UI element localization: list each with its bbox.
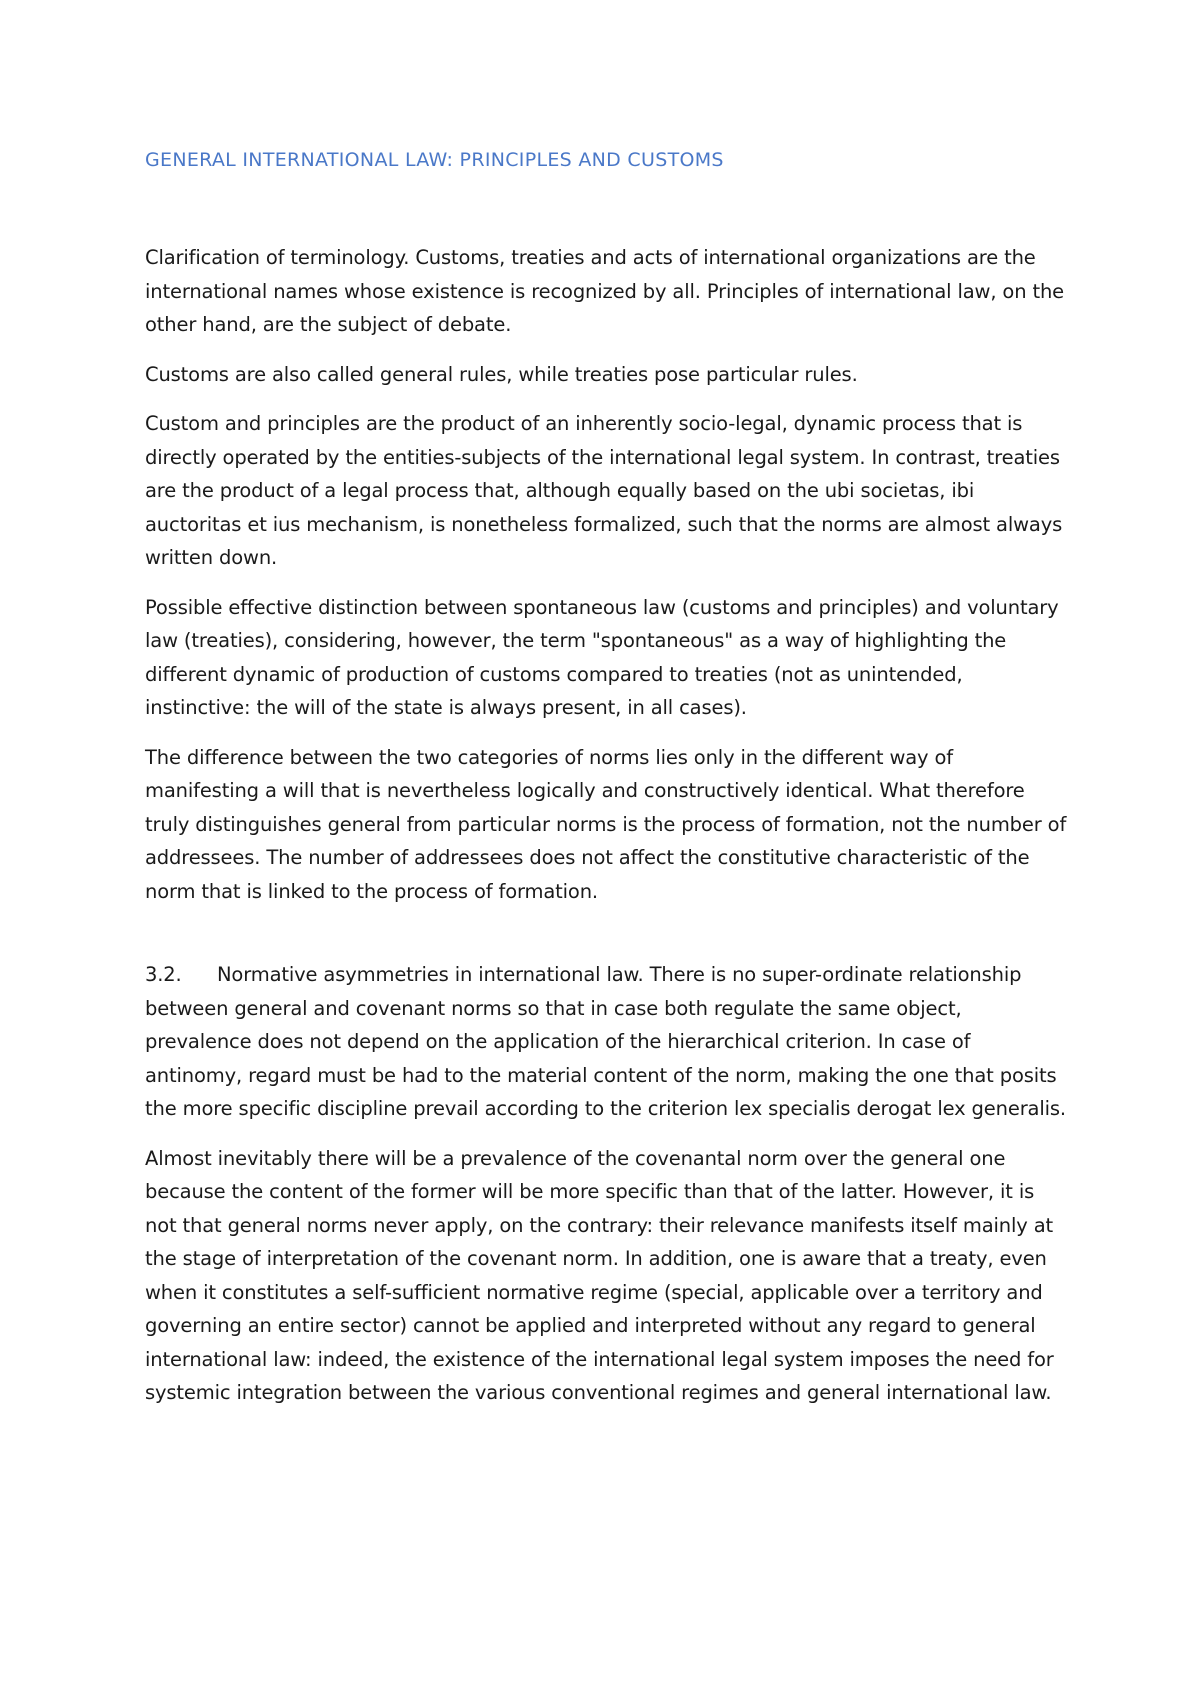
document-body [145,241,1070,1426]
paragraph-spontaneous-law: Possible effective distinction between spontaneous law (customs and principles) and voluntary law (treaties), considering, however, the term "spontaneous" as a way of highlighting the different dynamic of production of customs compared to treaties (not as unintended, instinctive: the will of the state is always present, in all cases). [145,595,1059,719]
paragraph-terminology: Clarification of terminology. Customs, treaties and acts of international organizations are the international names whose existence is recognized by all. Principles of international law, on the other hand, are the subject of debate. [145,246,1065,336]
section-text: Normative asymmetries in international law. There is no super-ordinate relationship between general and covenant norms so that in case both regulate the same object, prevalence does not depend on the application of the hierarchical criterion. In case of antinomy, regard must be had to the material content of the norm, making the one that posits the more specific discipline prevail according to the criterion lex specialis derogat lex generalis. [145,963,1066,1120]
section-number: 3.2. [145,963,182,986]
paragraph-custom-principles: Custom and principles are the product of an inherently socio-legal, dynamic process that is directly operated by the entities-subjects of the international legal system. In contrast, treaties are the product of a legal process that, although equally based on the ubi societas, ibi auctoritas et ius mechanism, is nonetheless formalized, such that the norms are almost always written down. [145,412,1063,569]
paragraph-norm-difference: The difference between the two categories of norms lies only in the different way of manifesting a will that is nevertheless logically and constructively identical. What therefore truly distinguishes general from particular norms is the process of formation, not the number of addressees. The number of addressees does not affect the constitutive characteristic of the norm that is linked to the process of formation. [145,745,1067,903]
section-spacer [145,924,1070,958]
paragraph-general-rules: Customs are also called general rules, while treaties pose particular rules. [145,362,858,386]
section-paragraph [145,958,1070,1126]
paragraph-covenantal-prevalence: Almost inevitably there will be a prevalence of the covenantal norm over the general one because the content of the former will be more specific than that of the latter. However, it is not that general norms never apply, on the contrary: their relevance manifests itself mainly at the stage of interpretation of the covenant norm. In addition, one is aware that a treaty, even when it constitutes a self-sufficient normative regime (special, applicable over a territory and governing an entire sector) cannot be applied and interpreted without any regard to general international law: indeed, the existence of the international legal system imposes the need for systemic integration between the various conventional regimes and general international law. [145,1146,1054,1404]
document-title: GENERAL INTERNATIONAL LAW: PRINCIPLES AND CUSTOMS [145,149,724,171]
